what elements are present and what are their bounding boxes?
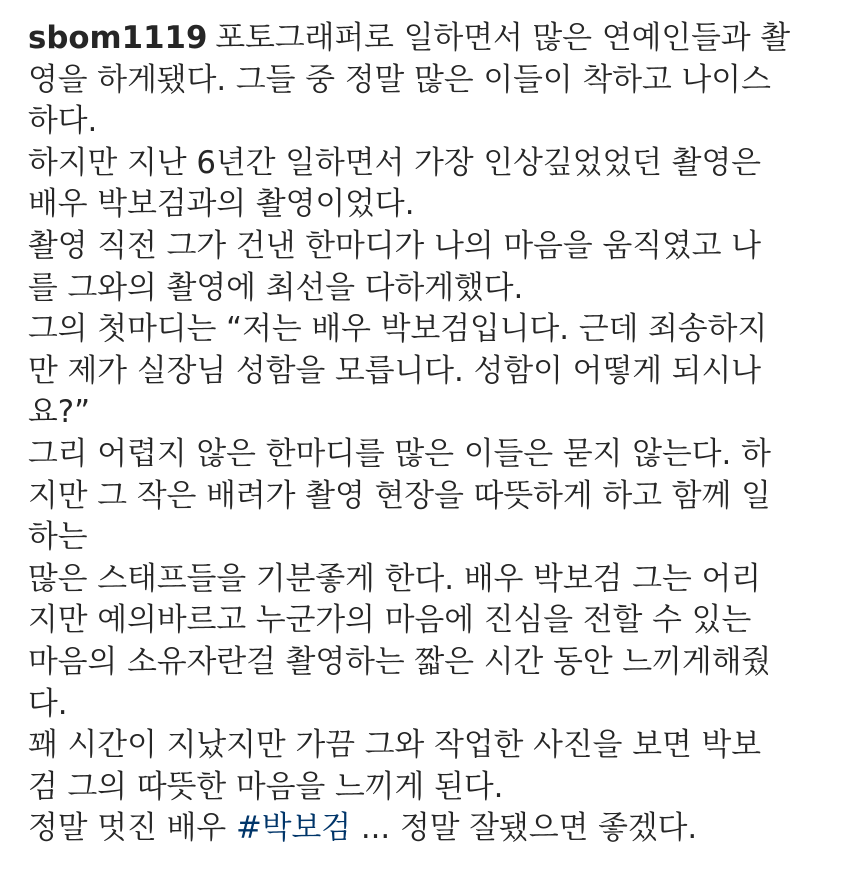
post-caption xyxy=(28,18,828,850)
caption-line-17: 다. xyxy=(28,685,68,722)
caption-line-1 xyxy=(28,18,823,60)
caption-line-3: 하다. xyxy=(28,103,98,140)
caption-line-6: 촬영 직전 그가 건낸 한마디가 나의 마음을 움직였고 나 xyxy=(28,227,762,264)
caption-line-19: 검 그의 따뜻한 마음을 느끼게 된다. xyxy=(28,768,504,805)
caption-line-4: 하지만 지난 6년간 일하면서 가장 인상깊었었던 촬영은 xyxy=(28,144,762,181)
caption-line-14: 많은 스태프들을 기분좋게 한다. 배우 박보검 그는 어리 xyxy=(28,560,762,597)
caption-line-9: 만 제가 실장님 성함을 모릅니다. 성함이 어떻게 되시나 xyxy=(28,352,762,389)
caption-line-10: 요?” xyxy=(28,394,91,431)
caption-line-11: 그리 어렵지 않은 한마디를 많은 이들은 묻지 않는다. 하 xyxy=(28,435,771,472)
caption-line-2: 영을 하게됐다. 그들 중 정말 많은 이들이 착하고 나이스 xyxy=(28,61,771,98)
caption-line-16: 마음의 소유자란걸 촬영하는 짧은 시간 동안 느끼게해줬 xyxy=(28,643,772,680)
caption-line-12: 지만 그 작은 배려가 촬영 현장을 따뜻하게 하고 함께 일 xyxy=(28,477,771,514)
caption-text: 포토그래퍼로 일하면서 많은 연예인들과 촬 xyxy=(215,20,791,56)
caption-line-15: 지만 예의바르고 누군가의 마음에 진심을 전할 수 있는 xyxy=(28,602,752,639)
hashtag-link[interactable]: #박보검 xyxy=(235,810,352,847)
caption-line-8: 그의 첫마디는 “저는 배우 박보검입니다. 근데 죄송하지 xyxy=(28,311,768,348)
caption-line-7: 를 그와의 촬영에 최선을 다하게했다. xyxy=(28,269,524,306)
caption-line-13: 하는 xyxy=(28,519,88,556)
caption-text: ... 정말 잘됐으면 좋겠다. xyxy=(351,810,698,847)
caption-text: 정말 멋진 배우 xyxy=(28,810,236,847)
caption-line-18: 꽤 시간이 지났지만 가끔 그와 작업한 사진을 보면 박보 xyxy=(28,727,762,764)
caption-line-20 xyxy=(28,808,823,850)
caption-line-5: 배우 박보검과의 촬영이었다. xyxy=(28,186,415,223)
username-link[interactable]: sbom1119 xyxy=(28,20,208,56)
